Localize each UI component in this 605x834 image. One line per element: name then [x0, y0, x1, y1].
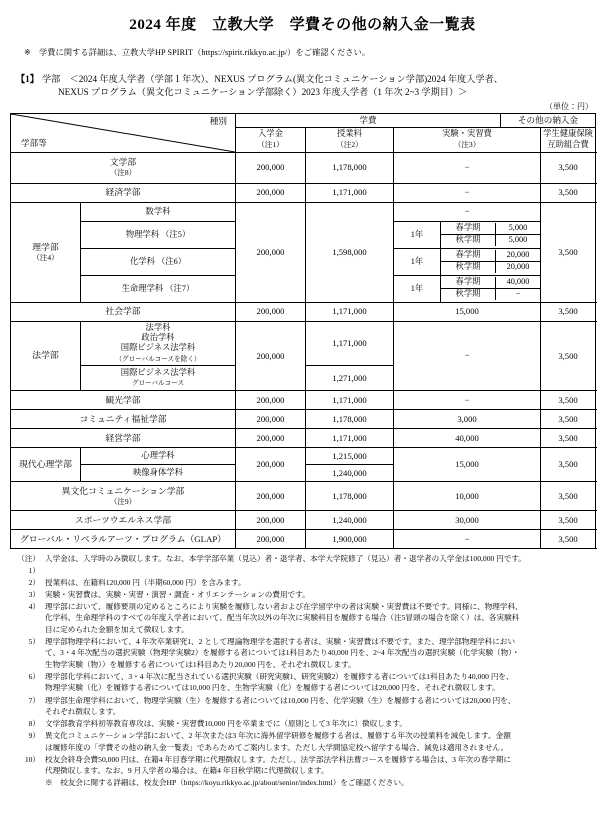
term-label: 春学期 [441, 277, 495, 289]
footnote-number: 8） [28, 719, 40, 729]
term-amount: 20,000 [495, 250, 540, 262]
footnote-text-line: 理学部化学科において、3・4 年次に配当されている選択実験（研究実験1、研究実験2）を履修する者については1科目あたり40,000 円を、 [45, 671, 514, 681]
experiment-year-butsurigakka: 1年 [394, 221, 441, 248]
faculty-name-ibunka [11, 482, 236, 511]
table-row [11, 152, 596, 183]
term-amount: 5,000 [495, 235, 540, 247]
admission-fee: 200,000 [236, 391, 306, 410]
department-label-2: 政治学科 [141, 333, 175, 343]
experiment-fee: 15,000 [394, 448, 541, 482]
tuition-fee: 1,171,000 [306, 429, 394, 448]
department-note: （注5） [161, 229, 191, 239]
footnote-item-7 [12, 695, 595, 718]
table-row [11, 302, 596, 321]
term-row [441, 277, 540, 289]
footnote-text-line: 理学部物理学科において、4 年次卒業研究1、2 として理論物理学を選択する者は、実験・実習費は不要です。また、理学部物理学科におい [45, 636, 516, 646]
admission-fee: 200,000 [236, 410, 306, 429]
footnote-number: 3） [28, 589, 40, 599]
col-header-tuition [306, 127, 394, 152]
term-row [441, 289, 540, 301]
corner-cell [11, 113, 236, 152]
experiment-year-seimeirigakka: 1年 [394, 275, 441, 302]
admission-fee: 200,000 [236, 183, 306, 202]
faculty-name-bungakubu [11, 152, 236, 183]
department-label: 生命理学科 [121, 283, 164, 293]
tuition-fee: 1,171,000 [306, 391, 394, 410]
experiment-terms-seimeirigakka [441, 275, 541, 302]
insurance-fee: 3,500 [541, 183, 596, 202]
experiment-fee: 3,000 [394, 410, 541, 429]
department-sub-label: グローバルコース [131, 380, 185, 388]
tuition-fee-eizoshintai: 1,240,000 [306, 465, 394, 482]
term-label: 春学期 [441, 223, 495, 235]
footnote-number: 4） [28, 601, 40, 611]
insurance-fee: 3,500 [541, 202, 596, 302]
department-label-1: 国際ビジネス法学科 [120, 367, 196, 377]
faculty-note: （注9） [109, 496, 137, 506]
column-kind-label: 種別 [209, 115, 227, 126]
faculty-label: 理学部 [32, 241, 59, 252]
admission-fee: 200,000 [236, 530, 306, 549]
group-header-other: その他の納入金 [501, 113, 596, 127]
term-amount: − [495, 289, 540, 301]
insurance-fee: 3,500 [541, 152, 596, 183]
table-row [11, 482, 596, 511]
term-label: 春学期 [441, 250, 495, 262]
document-page [0, 10, 605, 834]
footnotes-header: （注） [17, 554, 40, 564]
term-amount: 40,000 [495, 277, 540, 289]
experiment-fee: − [394, 321, 541, 390]
faculty-note: （注8） [109, 168, 137, 178]
faculty-name-shakaigakubu: 社会学部 [11, 302, 236, 321]
col-header-insurance-line1: 学生健康保険 [543, 129, 593, 139]
tuition-fee-global: 1,271,000 [306, 366, 394, 391]
department-name-eizoshintai: 映像身体学科 [81, 465, 236, 482]
section-label: 学部 [41, 74, 61, 84]
footnote-text-line: 異文化コミュニケーション学部において、2 年次または3 年次に海外留学研修を履修する者は、履修する年次の授業料を減免します。金額 [45, 731, 511, 741]
footnote-text-line: 理学部において、履修要項の定めるところにより実験を履修しない者および在学留学中の者は実験・実習費は不要です。同様に、物理学科、 [45, 601, 523, 611]
col-header-experiment-note: （注3） [453, 139, 481, 149]
insurance-fee: 3,500 [541, 511, 596, 530]
fee-table [10, 113, 596, 549]
term-row [441, 262, 540, 274]
footnote-item-1 [12, 553, 595, 576]
tuition-fee: 1,598,000 [306, 202, 394, 302]
experiment-fee: 15,000 [394, 302, 541, 321]
col-header-admission-label: 入学金 [258, 129, 283, 139]
admission-fee: 200,000 [236, 321, 306, 390]
insurance-fee: 3,500 [541, 391, 596, 410]
faculty-label: 異文化コミュニケーション学部 [61, 485, 185, 496]
term-row [441, 223, 540, 235]
department-name-shinrigakka: 心理学科 [81, 448, 236, 465]
faculty-name-gendaishinri: 現代心理学部 [11, 448, 81, 482]
footnote-text-line: 物理学実験（化）を履修する者については10,000 円を、生物学実験（化）を履修する者については20,000 円を、それぞれ徴収します。 [45, 683, 500, 693]
faculty-name-kankogakubu: 観光学部 [11, 391, 236, 410]
footnote-item-9 [12, 730, 595, 753]
footnote-item-5 [12, 636, 595, 671]
faculty-name-hogakubu: 法学部 [11, 321, 81, 390]
section-number: 【1】 [16, 74, 39, 84]
col-header-tuition-label: 授業料 [337, 129, 362, 139]
footnote-text-line: それぞれ徴収します。 [45, 707, 121, 717]
department-name-kokusaibusiness-global [81, 366, 236, 391]
unit-label: （単位：円） [545, 101, 593, 111]
table-row [11, 391, 596, 410]
section-line1: ＜2024 年度入学者（学部１年次）、NEXUS プログラム(異文化コミュニケーション学部)2024 年度入学者、 [69, 74, 503, 84]
col-header-admission-note: （注1） [257, 139, 284, 149]
department-name-kagakuka [81, 248, 236, 275]
spirit-note-text: 学費に関する詳細は、立教大学HP SPIRIT（https://spirit.rikkyo.ac.jp/）をご確認ください。 [38, 48, 371, 57]
faculty-note: （注4） [32, 252, 59, 262]
admission-fee: 200,000 [236, 152, 306, 183]
footnote-sub-text: 校友会に関する詳細は、校友会HP（https://koyu.rikkyo.ac.jp/about/senior/index.html）をご確認ください。 [60, 777, 409, 787]
footnote-sub-line [45, 777, 595, 789]
footnote-text-line: は履修年度の「学費その他の納入金一覧表」であらためてご案内します。ただし大学間協定校へ留学する場合、減免は適用されません。 [45, 742, 509, 752]
admission-fee: 200,000 [236, 302, 306, 321]
table-row [11, 448, 596, 465]
footnote-number: 9） [28, 731, 40, 741]
footnote-text: 入学金は、入学時のみ徴収します。なお、本学学部卒業（見込）者・退学者、本学大学院修了（見込）者・退学者の入学金は100,000 円です。 [45, 554, 526, 564]
faculty-name-keieigakubu: 経営学部 [11, 429, 236, 448]
department-label-1: 法学科 [145, 322, 171, 332]
insurance-fee: 3,500 [541, 302, 596, 321]
footnote-sub-mark-icon: ※ [45, 777, 53, 787]
footnote-item-3 [12, 589, 595, 601]
faculty-name-sports-wellness: スポーツウエルネス学部 [11, 511, 236, 530]
experiment-fee: − [394, 183, 541, 202]
footnote-text-line: 代理徴収します。なお、9 月入学者の場合は、在籍4 年目秋学期に代理徴収します。 [45, 766, 329, 776]
term-amount: 20,000 [495, 262, 540, 274]
insurance-fee: 3,500 [541, 429, 596, 448]
department-sub-label: （グローバルコースを除く） [115, 355, 201, 363]
faculty-name-keizaigakubu: 経済学部 [11, 183, 236, 202]
experiment-year-kagakuka: 1年 [394, 248, 441, 275]
terms-table [441, 250, 540, 273]
table-row [11, 429, 596, 448]
footnote-item-10 [12, 754, 595, 789]
page-title: 2024 年度 立教大学 学費その他の納入金一覧表 [129, 17, 476, 33]
spirit-note [24, 47, 595, 58]
footnote-item-4 [12, 601, 595, 636]
col-header-tuition-note: （注2） [336, 139, 363, 149]
footnote-number: 7） [28, 695, 40, 705]
faculty-name-glap: グローバル・リベラルアーツ・プログラム（GLAP） [11, 530, 236, 549]
group-header-gakuhi: 学費 [236, 113, 501, 127]
experiment-terms-butsurigakka [441, 221, 541, 248]
tuition-fee: 1,178,000 [306, 152, 394, 183]
section-line2: NEXUS プログラム（異文化コミュニケーション学部除く）2023 年度入学者（1 年次 2~3 学期目）＞ [58, 87, 468, 98]
row-dept-label: 学部等 [21, 137, 47, 148]
footnote-text-line: て、3・4 年次配当の選択実験（物理学実験2）を履修する者については1科目あたり40,000 円を、2~4 年次配当の選択実験（化学実験（物）・ [45, 648, 520, 658]
term-label: 秋学期 [441, 289, 495, 301]
footnote-text: 授業料は、在籍料120,000 円（半期60,000 円）を含みます。 [45, 577, 246, 587]
terms-table [441, 277, 540, 300]
department-name-sugakuka: 数学科 [81, 202, 236, 221]
term-label: 秋学期 [441, 262, 495, 274]
tuition-fee-general: 1,171,000 [306, 321, 394, 365]
col-header-experiment-label: 実験・実習費 [442, 129, 492, 139]
tuition-fee: 1,900,000 [306, 530, 394, 549]
table-row [11, 321, 596, 365]
footnote-text-line: 化学科、生命理学科のすべての年度入学者において、配当年次以外の年次に実験科目を履修する場合（注5冒頭の場合を除く）は、各実験科 [45, 613, 520, 623]
department-label-3: 国際ビジネス法学科 [120, 343, 196, 353]
department-name-seimeirigakka [81, 275, 236, 302]
admission-fee: 200,000 [236, 429, 306, 448]
insurance-fee: 3,500 [541, 448, 596, 482]
experiment-fee-sugakuka: − [394, 202, 541, 221]
admission-fee: 200,000 [236, 202, 306, 302]
footnote-text-line: 理学部生命理学科において、物理学実験（生）を履修する者については10,000 円を、化学実験（生）を履修する者については20,000 円を、 [45, 695, 516, 705]
note-mark-icon: ※ [24, 48, 31, 57]
department-name-butsurigakka [81, 221, 236, 248]
footnotes-section [10, 553, 595, 788]
tuition-fee: 1,171,000 [306, 183, 394, 202]
insurance-fee: 3,500 [541, 410, 596, 429]
section-heading [16, 73, 595, 100]
department-note: （注7） [165, 283, 195, 293]
terms-table [441, 223, 540, 246]
tuition-fee: 1,240,000 [306, 511, 394, 530]
faculty-name-community-fukushi: コミュニティ福祉学部 [11, 410, 236, 429]
experiment-fee: 10,000 [394, 482, 541, 511]
footnote-item-6 [12, 671, 595, 694]
admission-fee: 200,000 [236, 448, 306, 482]
footnote-text-line: 生物学実験（物））を履修する者については1科目あたり20,000 円を、それぞれ徴収します。 [45, 659, 356, 669]
header-row-groups [11, 113, 596, 127]
term-label: 秋学期 [441, 235, 495, 247]
experiment-fee: 30,000 [394, 511, 541, 530]
footnote-number: 5） [28, 636, 40, 646]
footnote-number: 6） [28, 671, 40, 681]
insurance-fee: 3,500 [541, 321, 596, 390]
table-row [11, 183, 596, 202]
table-row [11, 530, 596, 549]
experiment-fee: − [394, 530, 541, 549]
table-row [11, 511, 596, 530]
col-header-insurance [541, 127, 596, 152]
tuition-fee: 1,171,000 [306, 302, 394, 321]
footnote-text-line: 校友会終身会費50,000 円は、在籍4 年目春学期に代理徴収します。ただし、法学部法学科法曹コースを履修する場合は、3 年次の春学期に [45, 754, 512, 764]
admission-fee: 200,000 [236, 482, 306, 511]
term-amount: 5,000 [495, 223, 540, 235]
footnote-number: 2） [28, 577, 40, 587]
tuition-fee: 1,178,000 [306, 482, 394, 511]
col-header-insurance-line2: 互助組合費 [547, 139, 589, 149]
footnote-text-line: 目に定められた金額を加えて徴収します。 [45, 624, 189, 634]
footnote-text: 文学部教育学科初等教育専攻は、実験・実習費10,000 円を卒業までに（原則として3 年次に）徴収します。 [45, 719, 407, 729]
experiment-fee: − [394, 391, 541, 410]
insurance-fee: 3,500 [541, 482, 596, 511]
table-row [11, 202, 596, 221]
term-row [441, 250, 540, 262]
footnote-text: 実験・実習費は、実験・実習・演習・調査・オリエンテーションの費用です。 [45, 589, 310, 599]
experiment-fee: − [394, 152, 541, 183]
insurance-fee: 3,500 [541, 530, 596, 549]
tuition-fee: 1,178,000 [306, 410, 394, 429]
footnote-item-2 [12, 577, 595, 589]
experiment-terms-kagakuka [441, 248, 541, 275]
faculty-name-rigakubu [11, 202, 81, 302]
col-header-admission [236, 127, 306, 152]
tuition-fee-shinrigakka: 1,215,000 [306, 448, 394, 465]
term-row [441, 235, 540, 247]
experiment-fee: 40,000 [394, 429, 541, 448]
footnote-number: 1） [28, 565, 40, 575]
department-note: （注6） [156, 256, 187, 266]
department-label: 化学科 [129, 256, 155, 266]
col-header-experiment [394, 127, 541, 152]
footnote-number: 10） [24, 754, 40, 764]
footnote-item-8 [12, 718, 595, 730]
faculty-label: 文学部 [109, 157, 137, 168]
department-label: 物理学科 [125, 229, 160, 239]
table-row [11, 410, 596, 429]
admission-fee: 200,000 [236, 511, 306, 530]
department-name-hogakuka-group [81, 321, 236, 365]
